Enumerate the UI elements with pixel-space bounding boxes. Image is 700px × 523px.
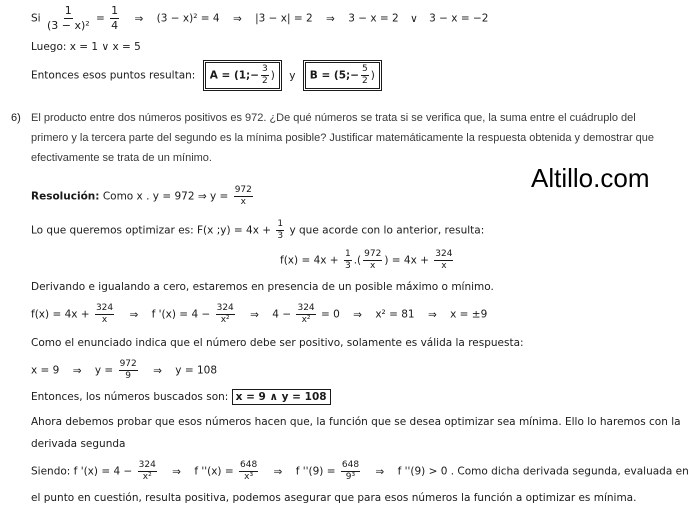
fraction-num: 324 <box>95 303 114 313</box>
fraction <box>341 460 360 483</box>
points-text: Entonces esos puntos resultan: <box>31 69 196 82</box>
fraction-den: x² <box>142 472 152 482</box>
s-c: y = 108 <box>175 364 217 377</box>
implies-arrow: ⇒ <box>427 308 437 321</box>
fraction-y <box>234 185 253 208</box>
fx-b: .( <box>353 254 362 267</box>
fraction-num: 648 <box>341 460 360 470</box>
implies-arrow: ⇒ <box>273 465 283 478</box>
d-a: f(x) = 4x + <box>31 308 90 321</box>
d-e: x² = 81 <box>375 308 415 321</box>
paren-close: ) <box>270 69 275 82</box>
ahora-text: Ahora debemos probar que esos números hacen que, la función que se desea optimizar sea mínima. Ello lo haremos con la derivada segunda <box>31 416 681 450</box>
fraction <box>138 460 157 483</box>
step: 3 − x = 2 <box>348 12 399 25</box>
fraction <box>434 249 453 272</box>
point-b-label: B = (5;− <box>309 69 360 82</box>
fraction-2 <box>110 4 119 33</box>
s-b: y = <box>94 364 114 377</box>
fraction-den: x² <box>301 315 311 325</box>
fx-c: ) = 4x + <box>384 254 429 267</box>
fraction-num: 324 <box>216 303 234 313</box>
resolucion-line <box>31 185 255 208</box>
derivative-equation <box>31 303 487 326</box>
fraction-den: 3 <box>277 231 284 241</box>
fraction <box>239 460 258 483</box>
fraction-num: 972 <box>234 185 252 195</box>
fraction <box>296 303 315 326</box>
d-d: = 0 <box>321 308 340 321</box>
como-text: Como el enunciado indica que el número debe ser positivo, solamente es válida la respuesta: <box>31 337 524 349</box>
implies-arrow: ⇒ <box>232 12 242 25</box>
fraction-den: 9 <box>125 371 132 381</box>
brand-logo-text: Altillo.com <box>531 163 650 193</box>
fraction-den: x <box>370 261 376 271</box>
implies-arrow: ⇒ <box>134 12 144 25</box>
fraction-num: 1 <box>344 249 351 259</box>
implies-arrow: ⇒ <box>250 308 259 321</box>
d-f: x = ±9 <box>450 308 488 321</box>
sd-a: Siendo: f '(x) = 4 − <box>31 465 133 478</box>
fraction <box>95 303 114 326</box>
resolucion-label: Resolución: <box>31 190 100 203</box>
fraction-den: x³ <box>244 472 254 482</box>
result-box: x = 9 ∧ y = 108 <box>232 389 331 405</box>
fraction-num: 5 <box>362 64 368 74</box>
points-line <box>31 60 382 91</box>
fraction-num: 972 <box>364 249 382 259</box>
fraction-num: 324 <box>435 249 453 259</box>
point-a-label: A = (1;− <box>209 69 260 82</box>
equals: = <box>96 12 105 25</box>
d-b: f '(x) = 4 − <box>151 308 211 321</box>
fraction-num: 324 <box>138 460 156 470</box>
fraction-num: 324 <box>297 303 315 313</box>
fraction <box>216 303 235 326</box>
fraction-den: 2 <box>262 76 268 86</box>
fraction-num: 972 <box>119 359 137 369</box>
implies-arrow: ⇒ <box>72 364 82 377</box>
derivando-text: Derivando e igualando a cero, estaremos en presencia de un posible máximo o mínimo. <box>31 281 494 293</box>
implies-arrow: ⇒ <box>172 465 181 478</box>
fraction <box>363 249 382 272</box>
d-c: 4 − <box>272 308 292 321</box>
point-b-box <box>303 60 382 91</box>
fx-a: f(x) = 4x + <box>280 254 339 267</box>
fraction-den: x <box>441 261 447 271</box>
implies-arrow: ⇒ <box>353 308 362 321</box>
solution-equation <box>31 359 217 382</box>
optimize-text: Lo que queremos optimizar es: F(x ;y) = 4x + <box>31 224 272 237</box>
fraction-den: 4 <box>111 19 119 32</box>
sd-d: f ''(9) > 0 . Como dicha derivada segunda, evaluada en <box>397 465 689 478</box>
fraction-den: x <box>101 315 108 325</box>
luego-text: Luego: x = 1 ∨ x = 5 <box>31 41 141 53</box>
entonces-text: Entonces, los números buscados son: <box>31 391 229 403</box>
step: (3 − x)² = 4 <box>156 12 220 25</box>
sd-b: f ''(x) = <box>194 465 234 478</box>
fraction-num: 1 <box>64 4 72 17</box>
optimize-line <box>31 219 484 242</box>
fraction <box>344 249 352 272</box>
fraction-den: x² <box>220 315 230 325</box>
resolucion-text: Como x . y = 972 ⇒ y = <box>102 190 229 203</box>
fraction-num: 648 <box>240 460 258 470</box>
fx-equation <box>280 249 455 272</box>
fraction-den: 2 <box>362 76 368 86</box>
paren-close: ) <box>370 69 375 82</box>
and-y: y <box>289 69 296 82</box>
fraction-num: 1 <box>277 219 284 229</box>
sd-c: f ''(9) = <box>295 465 336 478</box>
point-b-frac <box>361 64 369 87</box>
last-text: el punto en cuestión, resulta positiva, podemos asegurar que para esos números la función a optimizar es mínima. <box>31 492 637 504</box>
point-a-frac <box>261 64 269 87</box>
problem-number: 6) <box>11 112 21 124</box>
fraction-num: 1 <box>111 4 119 17</box>
implies-arrow: ⇒ <box>375 465 385 478</box>
s-a: x = 9 <box>31 364 60 377</box>
step: |3 − x| = 2 <box>255 12 313 25</box>
fraction-den: 9³ <box>345 472 356 482</box>
equation-line-1 <box>31 4 488 33</box>
optimize-after: y que acorde con lo anterior, resulta: <box>289 224 485 237</box>
entonces-line <box>31 391 331 404</box>
luego-line <box>31 41 141 54</box>
fraction <box>119 359 138 382</box>
fraction-den: 3 <box>344 261 351 271</box>
point-a-box <box>203 60 282 91</box>
siendo-equation <box>31 460 689 483</box>
text-si: Si <box>31 12 41 25</box>
implies-arrow: ⇒ <box>129 308 139 321</box>
implies-arrow: ⇒ <box>153 364 162 377</box>
implies-arrow: ⇒ <box>326 12 335 25</box>
fraction-1 <box>46 4 91 33</box>
fraction-num: 3 <box>262 64 268 74</box>
fraction-third <box>276 219 284 242</box>
step: 3 − x = −2 <box>429 12 489 25</box>
fraction-den: (3 − x)² <box>46 19 90 32</box>
fraction-den: x <box>240 197 246 207</box>
or-symbol: ∨ <box>410 12 418 25</box>
problem-6-text: El producto entre dos números positivos es 972. ¿De qué números se trata si se verifica que, la suma entre el cuádruplo del primero y la tercera parte del segundo es la mínima posible? Justificar matemáticamente la respuesta obtenida y demostrar que efectivamente se trata de un mínimo. <box>31 112 655 164</box>
